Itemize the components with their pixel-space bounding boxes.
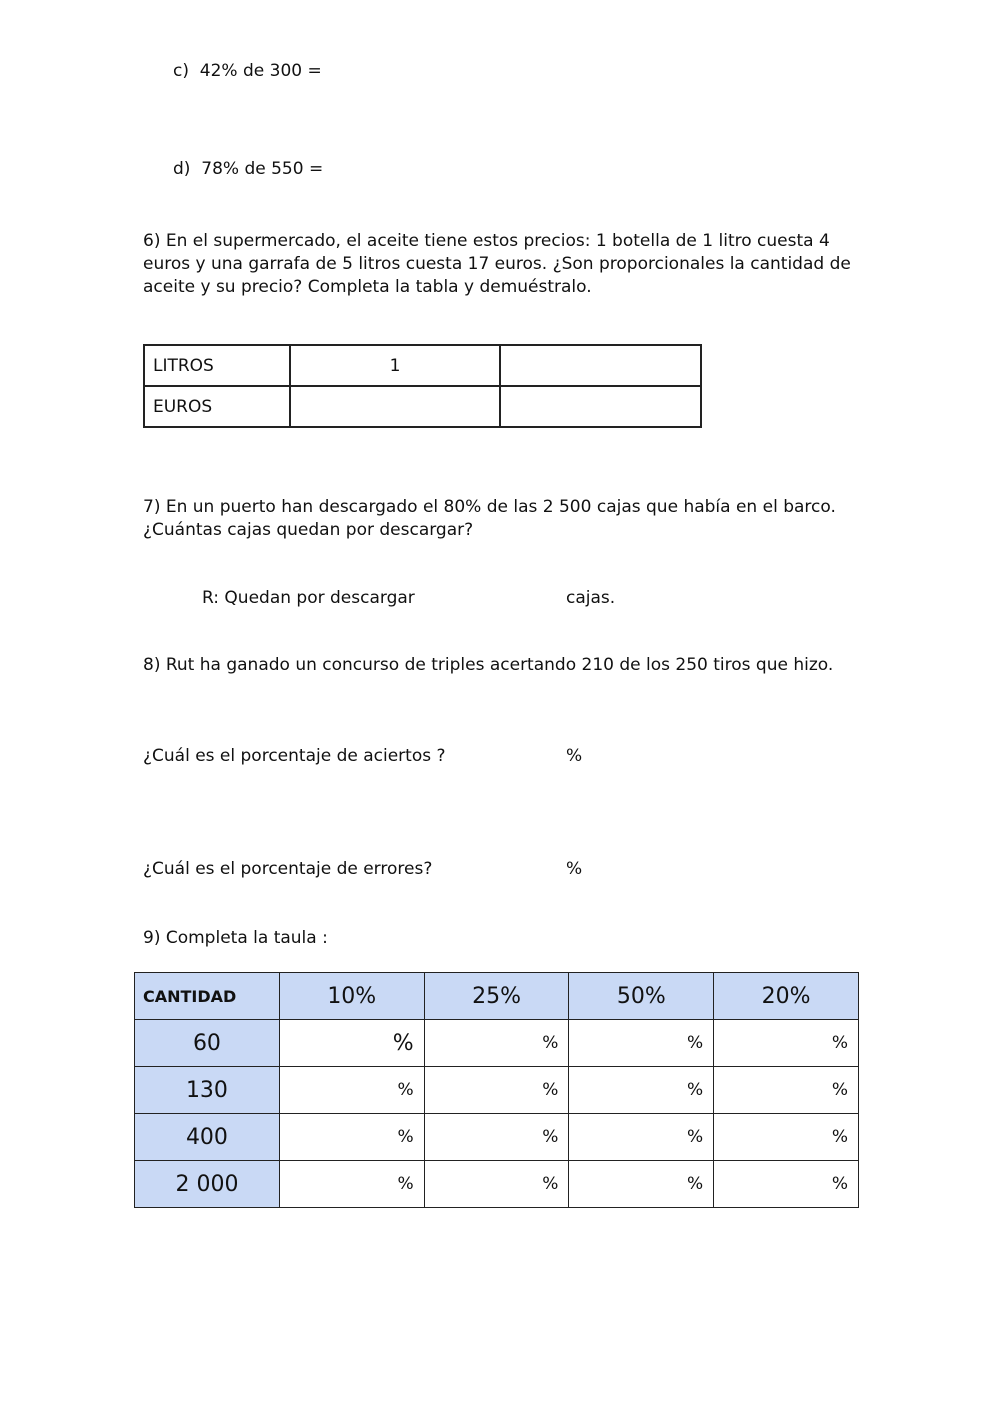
oil-table: [143, 344, 702, 428]
q7-answer-prefix: R: Quedan por descargar: [202, 588, 415, 608]
answer-cell[interactable]: %: [424, 1161, 569, 1208]
table-row: [135, 1020, 859, 1067]
header-percent: 20%: [714, 973, 859, 1020]
oil-table-row-litros: [144, 345, 701, 386]
table-row: [135, 1114, 859, 1161]
q8-aciertos-percent: %: [566, 746, 583, 766]
item-c: [173, 61, 322, 81]
item-c-letter: c): [173, 61, 189, 81]
item-d-letter: d): [173, 159, 191, 179]
percent-table: [134, 972, 859, 1208]
item-d-text: 78% de 550 =: [201, 159, 324, 179]
answer-cell[interactable]: %: [279, 1020, 424, 1067]
header-percent: 50%: [569, 973, 714, 1020]
percent-table-header: [135, 973, 859, 1020]
oil-table-cell[interactable]: [500, 386, 701, 427]
answer-cell[interactable]: %: [279, 1161, 424, 1208]
answer-cell[interactable]: %: [569, 1067, 714, 1114]
answer-cell[interactable]: %: [714, 1161, 859, 1208]
answer-cell[interactable]: %: [714, 1067, 859, 1114]
oil-table-row-euros: [144, 386, 701, 427]
oil-table-cell[interactable]: 1: [290, 345, 500, 386]
oil-table-cell[interactable]: [290, 386, 500, 427]
question-7-text: 7) En un puerto han descargado el 80% de las 2 500 cajas que había en el barco. ¿Cuántas cajas quedan por descargar?: [143, 497, 836, 540]
answer-cell[interactable]: %: [424, 1020, 569, 1067]
question-6-text: 6) En el supermercado, el aceite tiene estos precios: 1 botella de 1 litro cuesta 4 euros y una garrafa de 5 litros cuesta 17 euros. ¿Son proporcionales la cantidad de aceite y su precio? Completa la tabla y demuéstralo.: [143, 231, 851, 297]
table-row: [135, 1067, 859, 1114]
header-percent: 25%: [424, 973, 569, 1020]
oil-table-label: EUROS: [144, 386, 290, 427]
item-c-text: 42% de 300 =: [199, 61, 322, 81]
q7-answer-suffix: cajas.: [566, 588, 616, 608]
answer-cell[interactable]: %: [569, 1020, 714, 1067]
answer-cell[interactable]: %: [279, 1114, 424, 1161]
answer-cell[interactable]: %: [569, 1161, 714, 1208]
q8-errores-percent: %: [566, 859, 583, 879]
answer-cell[interactable]: %: [714, 1114, 859, 1161]
answer-cell[interactable]: %: [424, 1067, 569, 1114]
question-9-title: 9) Completa la taula :: [143, 928, 328, 948]
row-quantity: 130: [135, 1067, 280, 1114]
oil-table-label: LITROS: [144, 345, 290, 386]
row-quantity: 400: [135, 1114, 280, 1161]
item-d: [173, 159, 323, 179]
oil-table-cell[interactable]: [500, 345, 701, 386]
answer-cell[interactable]: %: [279, 1067, 424, 1114]
table-row: [135, 1161, 859, 1208]
row-quantity: 2 000: [135, 1161, 280, 1208]
answer-cell[interactable]: %: [424, 1114, 569, 1161]
q8-errores-question: ¿Cuál es el porcentaje de errores?: [143, 859, 433, 879]
answer-cell[interactable]: %: [569, 1114, 714, 1161]
row-quantity: 60: [135, 1020, 280, 1067]
header-percent: 10%: [279, 973, 424, 1020]
answer-cell[interactable]: %: [714, 1020, 859, 1067]
question-8-text: 8) Rut ha ganado un concurso de triples acertando 210 de los 250 tiros que hizo.: [143, 655, 834, 675]
q8-aciertos-question: ¿Cuál es el porcentaje de aciertos ?: [143, 746, 446, 766]
header-cantidad: CANTIDAD: [135, 973, 280, 1020]
